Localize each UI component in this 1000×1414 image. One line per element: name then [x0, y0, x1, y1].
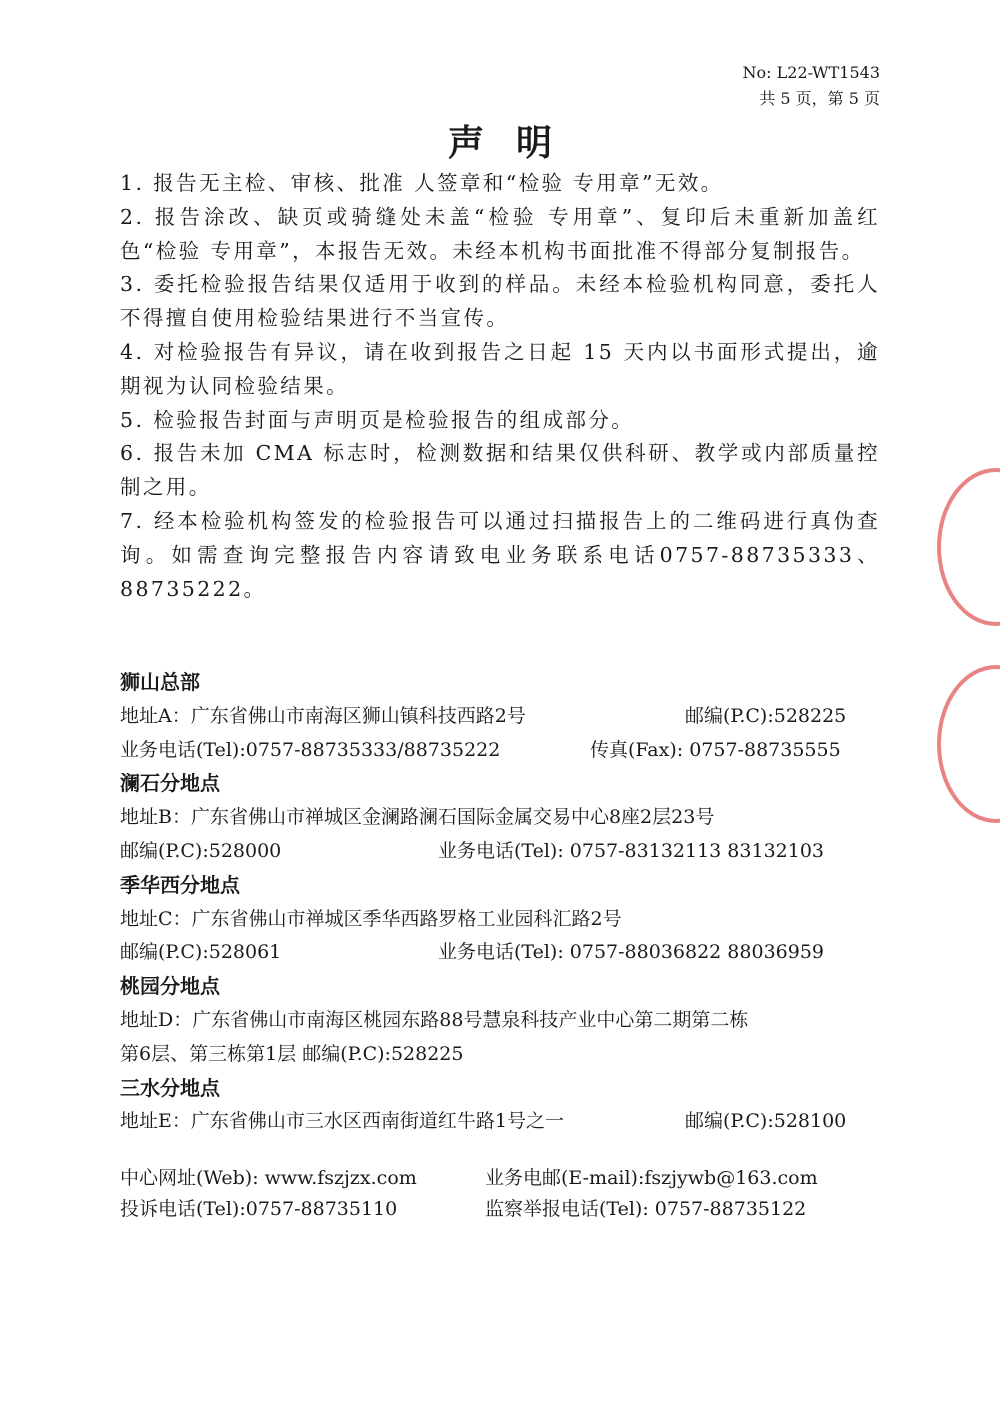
site-address: 地址D：广东省佛山市南海区桃园东路88号慧泉科技产业中心第二期第二栋 [120, 1008, 749, 1031]
site-contacts [120, 666, 880, 1139]
clause-2: 2. 报告涂改、缺页或骑缝处未盖“检验 专用章”、复印后未重新加盖红色“检验 专用章”，本报告无效。未经本机构书面批准不得部分复制报告。 [120, 204, 880, 263]
site-postcode: 邮编(P.C):528100 [685, 1110, 847, 1133]
site-address: 地址C：广东省佛山市禅城区季华西路罗格工业园科汇路2号 [120, 907, 622, 930]
clause-1: 1. 报告无主检、审核、批准 人签章和“检验 专用章”无效。 [120, 171, 724, 195]
website-link[interactable]: 中心网址(Web): www.fszjzx.com [120, 1167, 417, 1189]
site-tel: 业务电话(Tel): 0757-88036822 88036959 [438, 941, 825, 964]
footer-line [120, 1194, 880, 1225]
site-title-sanshui: 三水分地点 [120, 1075, 220, 1100]
clause-3: 3. 委托检验报告结果仅适用于收到的样品。未经本检验机构同意，委托人不得擅自使用检验结果进行不当宣传。 [120, 272, 880, 331]
statement-clauses [120, 167, 880, 606]
site-line [120, 1038, 880, 1072]
site-line [120, 801, 880, 835]
red-seal-stamp [937, 665, 1000, 823]
site-postcode: 邮编(P.C):528061 [120, 941, 282, 964]
site-title-lanshi: 澜石分地点 [120, 771, 220, 796]
supervision-tel: 监察举报电话(Tel): 0757-88735122 [485, 1198, 807, 1220]
footer-line [120, 1163, 880, 1194]
clause-6: 6. 报告未加 CMA 标志时，检测数据和结果仅供科研、教学或内部质量控制之用。 [120, 441, 880, 500]
red-seal-stamp [937, 468, 1000, 626]
seal-mark: ✶ [951, 472, 972, 495]
site-title-taoyuan: 桃园分地点 [120, 974, 220, 999]
site-line [120, 835, 880, 869]
site-title-shishan: 狮山总部 [120, 670, 200, 694]
footer-contacts [120, 1163, 880, 1225]
seal-mark: ✶ [951, 669, 972, 692]
site-line [120, 700, 880, 734]
site-line [120, 1105, 880, 1139]
email-link[interactable]: 业务电邮(E-mail):fszjywb@163.com [485, 1167, 818, 1189]
site-fax: 传真(Fax): 0757-88735555 [590, 738, 841, 761]
page-info: 共 5 页，第 5 页 [759, 89, 880, 108]
site-line [120, 734, 880, 768]
site-line [120, 903, 880, 937]
clause-7: 7. 经本检验机构签发的检验报告可以通过扫描报告上的二维码进行真伪查询。如需查询完整报告内容请致电业务联系电话0757-88735333、88735222。 [120, 508, 880, 601]
site-postcode: 邮编(P.C):528000 [120, 839, 282, 862]
site-line [120, 936, 880, 970]
site-tel: 业务电话(Tel): 0757-83132113 83132103 [438, 839, 825, 862]
site-address: 地址B：广东省佛山市禅城区金澜路澜石国际金属交易中心8座2层23号 [120, 806, 715, 829]
report-number: No: L22-WT1543 [742, 63, 880, 82]
site-address: 地址E：广东省佛山市三水区西南街道红牛路1号之一 [120, 1110, 564, 1133]
site-postcode: 邮编(P.C):528225 [685, 704, 847, 727]
site-title-jihuaxi: 季华西分地点 [120, 872, 240, 897]
site-address-cont: 第6层、第三栋第1层 邮编(P.C):528225 [120, 1042, 464, 1065]
clause-5: 5. 检验报告封面与声明页是检验报告的组成部分。 [120, 407, 635, 432]
site-address: 地址A：广东省佛山市南海区狮山镇科技西路2号 [120, 704, 526, 727]
site-line [120, 1004, 880, 1038]
complaint-tel: 投诉电话(Tel):0757-88735110 [120, 1198, 398, 1220]
site-tel: 业务电话(Tel):0757-88735333/88735222 [120, 738, 501, 761]
clause-4: 4. 对检验报告有异议，请在收到报告之日起 15 天内以书面形式提出，逾期视为认同检验结果。 [120, 339, 880, 398]
page-title: 声明 [447, 123, 584, 164]
